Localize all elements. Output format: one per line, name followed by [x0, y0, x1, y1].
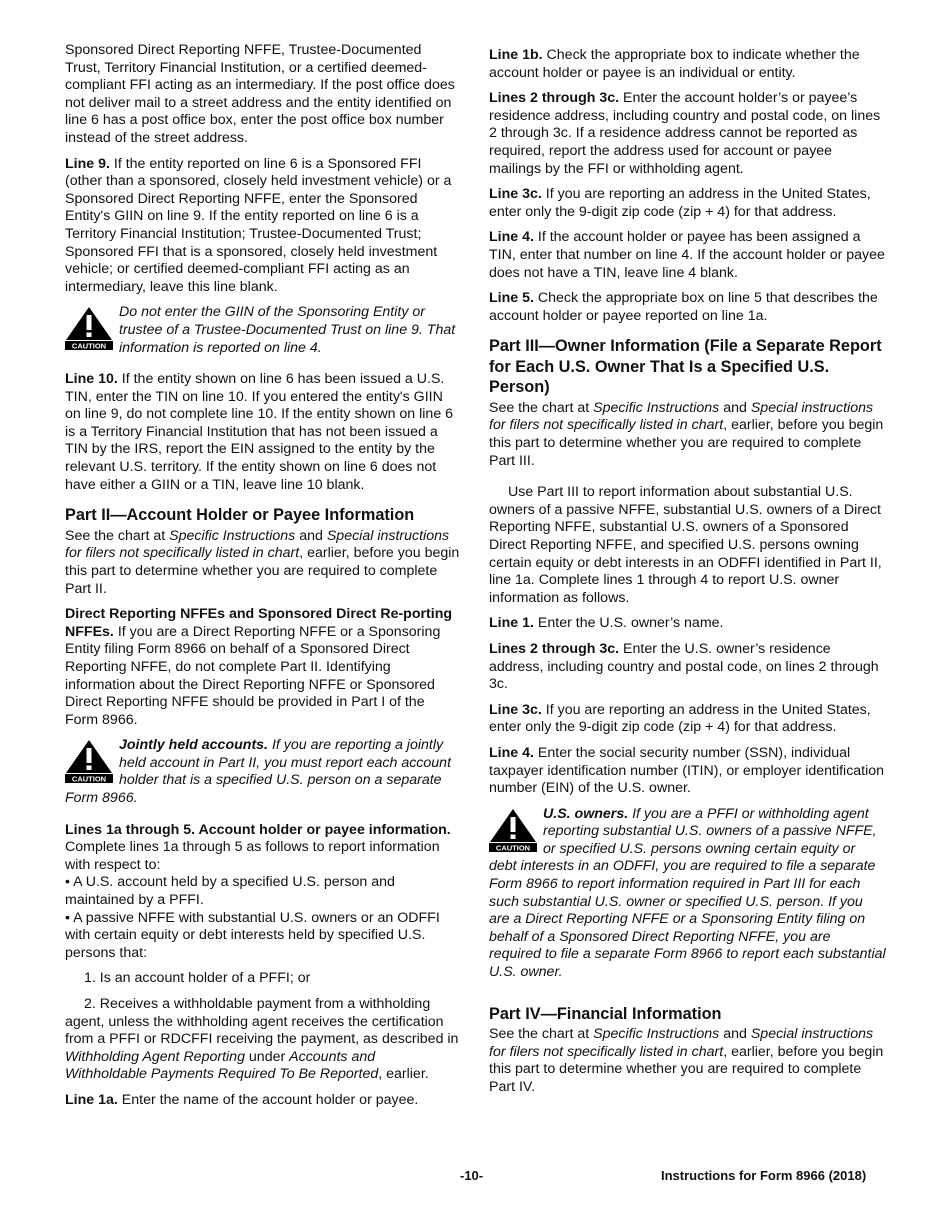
numbered-item: 2. Receives a withholdable payment from a withholding agent, unless the withholding agent receives the certification from a PFFI or RDCFFI receiving the payment, as described in Withholding Agent Reporting under Accounts and Withholdable Payments Required To Be Reported, earlier.	[65, 996, 459, 1083]
lines-1a-5-paragraph	[65, 822, 460, 875]
page-number: -10-	[460, 1168, 484, 1183]
line-10-text: If the entity shown on line 6 has been issued a U.S. TIN, enter the TIN on line 10. If you entered the entity's GIIN on line 9, do not complete line 10. If the entity shown on line 6 is a Territory Financial Institution that has not been issued a TIN by the IRS, report the EIN assigned to the entity by the relevant U.S. territory. If the entity shown on line 6 does not have either a GIIN or a TIN, leave line 10 blank.	[65, 371, 454, 493]
line-1a-paragraph	[65, 1092, 460, 1110]
continued-paragraph: Sponsored Direct Reporting NFFE, Trustee-Documented Trust, Territory Financial Institution, or a certified deemed-compliant FFI acting as an intermediary. If the post office does not deliver mail to a street address and the entity identified on line 6 has a post office box, enter the post office box number instead of the street address.	[65, 42, 455, 146]
lines-2-3c-paragraph: Lines 2 through 3c. Enter the account holder’s or payee’s residence address, including country and postal code, on lines 2 through 3c. If a residence address cannot be reported as required, report the address used for account or payee mailings by the FFI or withholding agent.	[489, 90, 881, 177]
line-9-label: Line 9.	[65, 155, 110, 172]
line-1b-label: Line 1b.	[489, 47, 543, 63]
caution-text: Jointly held accounts. If you are reporting a jointly held account in Part II, you must report each account holder that is a specified U.S. person on a separate Form 8966.	[65, 737, 452, 807]
line-1b-paragraph: Line 1b. Check the appropriate box to indicate whether the account holder or payee is an individual or entity.	[489, 47, 860, 81]
caution-icon	[65, 739, 113, 783]
caution-note-joint	[65, 737, 460, 807]
part-4-intro: See the chart at Specific Instructions and Special instructions for filers not specifically listed in chart, earlier, before you begin this part to determine whether you are required to complete Part IV.	[489, 1026, 884, 1095]
part-4-heading: Part IV—Financial Information	[489, 1004, 722, 1023]
part-3-use-paragraph: Use Part III to report information about substantial U.S. owners of a passive NFFE, substantial U.S. owners of a Direct Reporting NFFE, substantial U.S. owners of a Sponsored Direct Reporting NFFE, and specified U.S. persons owning certain equity or debt interests in an ODFFI identified in Part II, line 1a. Complete lines 1 through 4 to report U.S. owner information as follows.	[489, 484, 882, 606]
owner-line-4-paragraph: Line 4. Enter the social security number (SSN), individual taxpayer identification number (ITIN), or employer identification number (EIN) of the U.S. owner.	[489, 744, 885, 797]
direct-reporting-text: If you are a Direct Reporting NFFE or a Sponsoring Entity filing Form 8966 on behalf of a Sponsored Direct Reporting NFFE, do not complete Part II. Identifying information about the Direct Reporting NFFE or Sponsored Direct Reporting NFFE should be provided in Part I of the Form 8966.	[65, 623, 441, 728]
caution-icon-label: CAUTION	[71, 774, 107, 784]
numbered-item: 1. Is an account holder of a PFFI; or	[84, 970, 311, 987]
caution-text: Do not enter the GIIN of the Sponsoring Entity or trustee of a Trustee-Documented Trust on line 9. That information is reported on line 4.	[119, 304, 456, 356]
caution-text: U.S. owners. If you are a PFFI or withholding agent reporting substantial U.S. owners of a passive NFFE, or specified U.S. persons owning certain equity or debt interests in an ODFFI, you are required to file a separate Form 8966 to report information required in Part III for each such substantial U.S. owner or specified U.S. person. If you are a Direct Reporting NFFE or a Sponsoring Entity filing on behalf of a Sponsored Direct Reporting NFFE, you are required to file a separate Form 8966 to report each substantial U.S. owner.	[489, 805, 886, 981]
caution-icon-label: CAUTION	[495, 843, 531, 852]
bullet-item: • A passive NFFE with substantial U.S. owners or an ODFFI with certain equity or debt interests held by specified U.S. persons that:	[65, 909, 440, 961]
line-9-paragraph	[65, 156, 460, 297]
owner-lines-2-3c-paragraph: Lines 2 through 3c. Enter the U.S. owner’s residence address, including country and postal code, on lines 2 through 3c.	[489, 640, 879, 693]
lines-1a-5-label: Lines 1a through 5. Account holder or payee information.	[65, 821, 451, 838]
caution-note-owners	[489, 806, 886, 982]
part-3-heading: Part III—Owner Information (File a Separate Report for Each U.S. Owner That Is a Specified U.S. Person)	[489, 337, 882, 397]
line-9-text: If the entity reported on line 6 is a Sponsored FFI (other than a sponsored, closely held investment vehicle) or a Sponsored Direct Reporting NFFE, enter the Sponsored Entity's GIIN on line 9. If the entity reported on line 6 is a Territory Financial Institution; Trustee-Documented Trust; Sponsored FFI that is a sponsored, closely held investment vehicle; or certified deemed-compliant FFI acting as an intermediary, leave this line blank.	[65, 155, 452, 295]
line-4-paragraph: Line 4. If the account holder or payee has been assigned a TIN, enter that number on line 4. If the account holder or payee does not have a TIN, leave line 4 blank.	[489, 229, 885, 281]
left-column	[65, 42, 460, 1118]
right-column	[489, 47, 886, 1105]
direct-reporting-paragraph	[65, 606, 460, 729]
line-10-label: Line 10.	[65, 371, 118, 388]
line-10-paragraph	[65, 371, 460, 494]
line-3c-paragraph: Line 3c. If you are reporting an address in the United States, enter only the 9-digit zip code (zip + 4) for that address.	[489, 186, 871, 220]
caution-icon-label: CAUTION	[71, 341, 107, 351]
form-name-footer: Instructions for Form 8966 (2018)	[661, 1168, 867, 1183]
caution-icon	[65, 306, 113, 350]
direct-reporting-label: Direct Reporting NFFEs and Sponsored Direct Re-porting NFFEs.	[65, 606, 453, 640]
caution-icon	[489, 808, 537, 852]
caution-note-giin	[65, 304, 460, 357]
line-1a-text: Enter the name of the account holder or payee.	[117, 1091, 419, 1108]
bullet-item: • A U.S. account held by a specified U.S. person and maintained by a PFFI.	[65, 874, 395, 909]
owner-line-1-paragraph: Line 1. Enter the U.S. owner’s name.	[489, 615, 724, 632]
part-2-heading: Part II—Account Holder or Payee Information	[65, 506, 415, 525]
part-2-intro: See the chart at Specific Instructions and Special instructions for filers not specifically listed in chart, earlier, before you begin this part to determine whether you are required to complete Part II.	[65, 527, 460, 597]
line-1a-label: Line 1a.	[65, 1091, 118, 1108]
line-5-paragraph: Line 5. Check the appropriate box on line 5 that describes the account holder or payee reported on line 1a.	[489, 290, 878, 324]
part-3-intro: See the chart at Specific Instructions and Special instructions for filers not specifically listed in chart, earlier, before you begin this part to determine whether you are required to complete Part III.	[489, 399, 884, 469]
owner-line-3c-paragraph: Line 3c. If you are reporting an address in the United States, enter only the 9-digit zip code (zip + 4) for that address.	[489, 701, 871, 736]
lines-1a-5-text: Complete lines 1a through 5 as follows to report information with respect to:	[65, 839, 440, 873]
